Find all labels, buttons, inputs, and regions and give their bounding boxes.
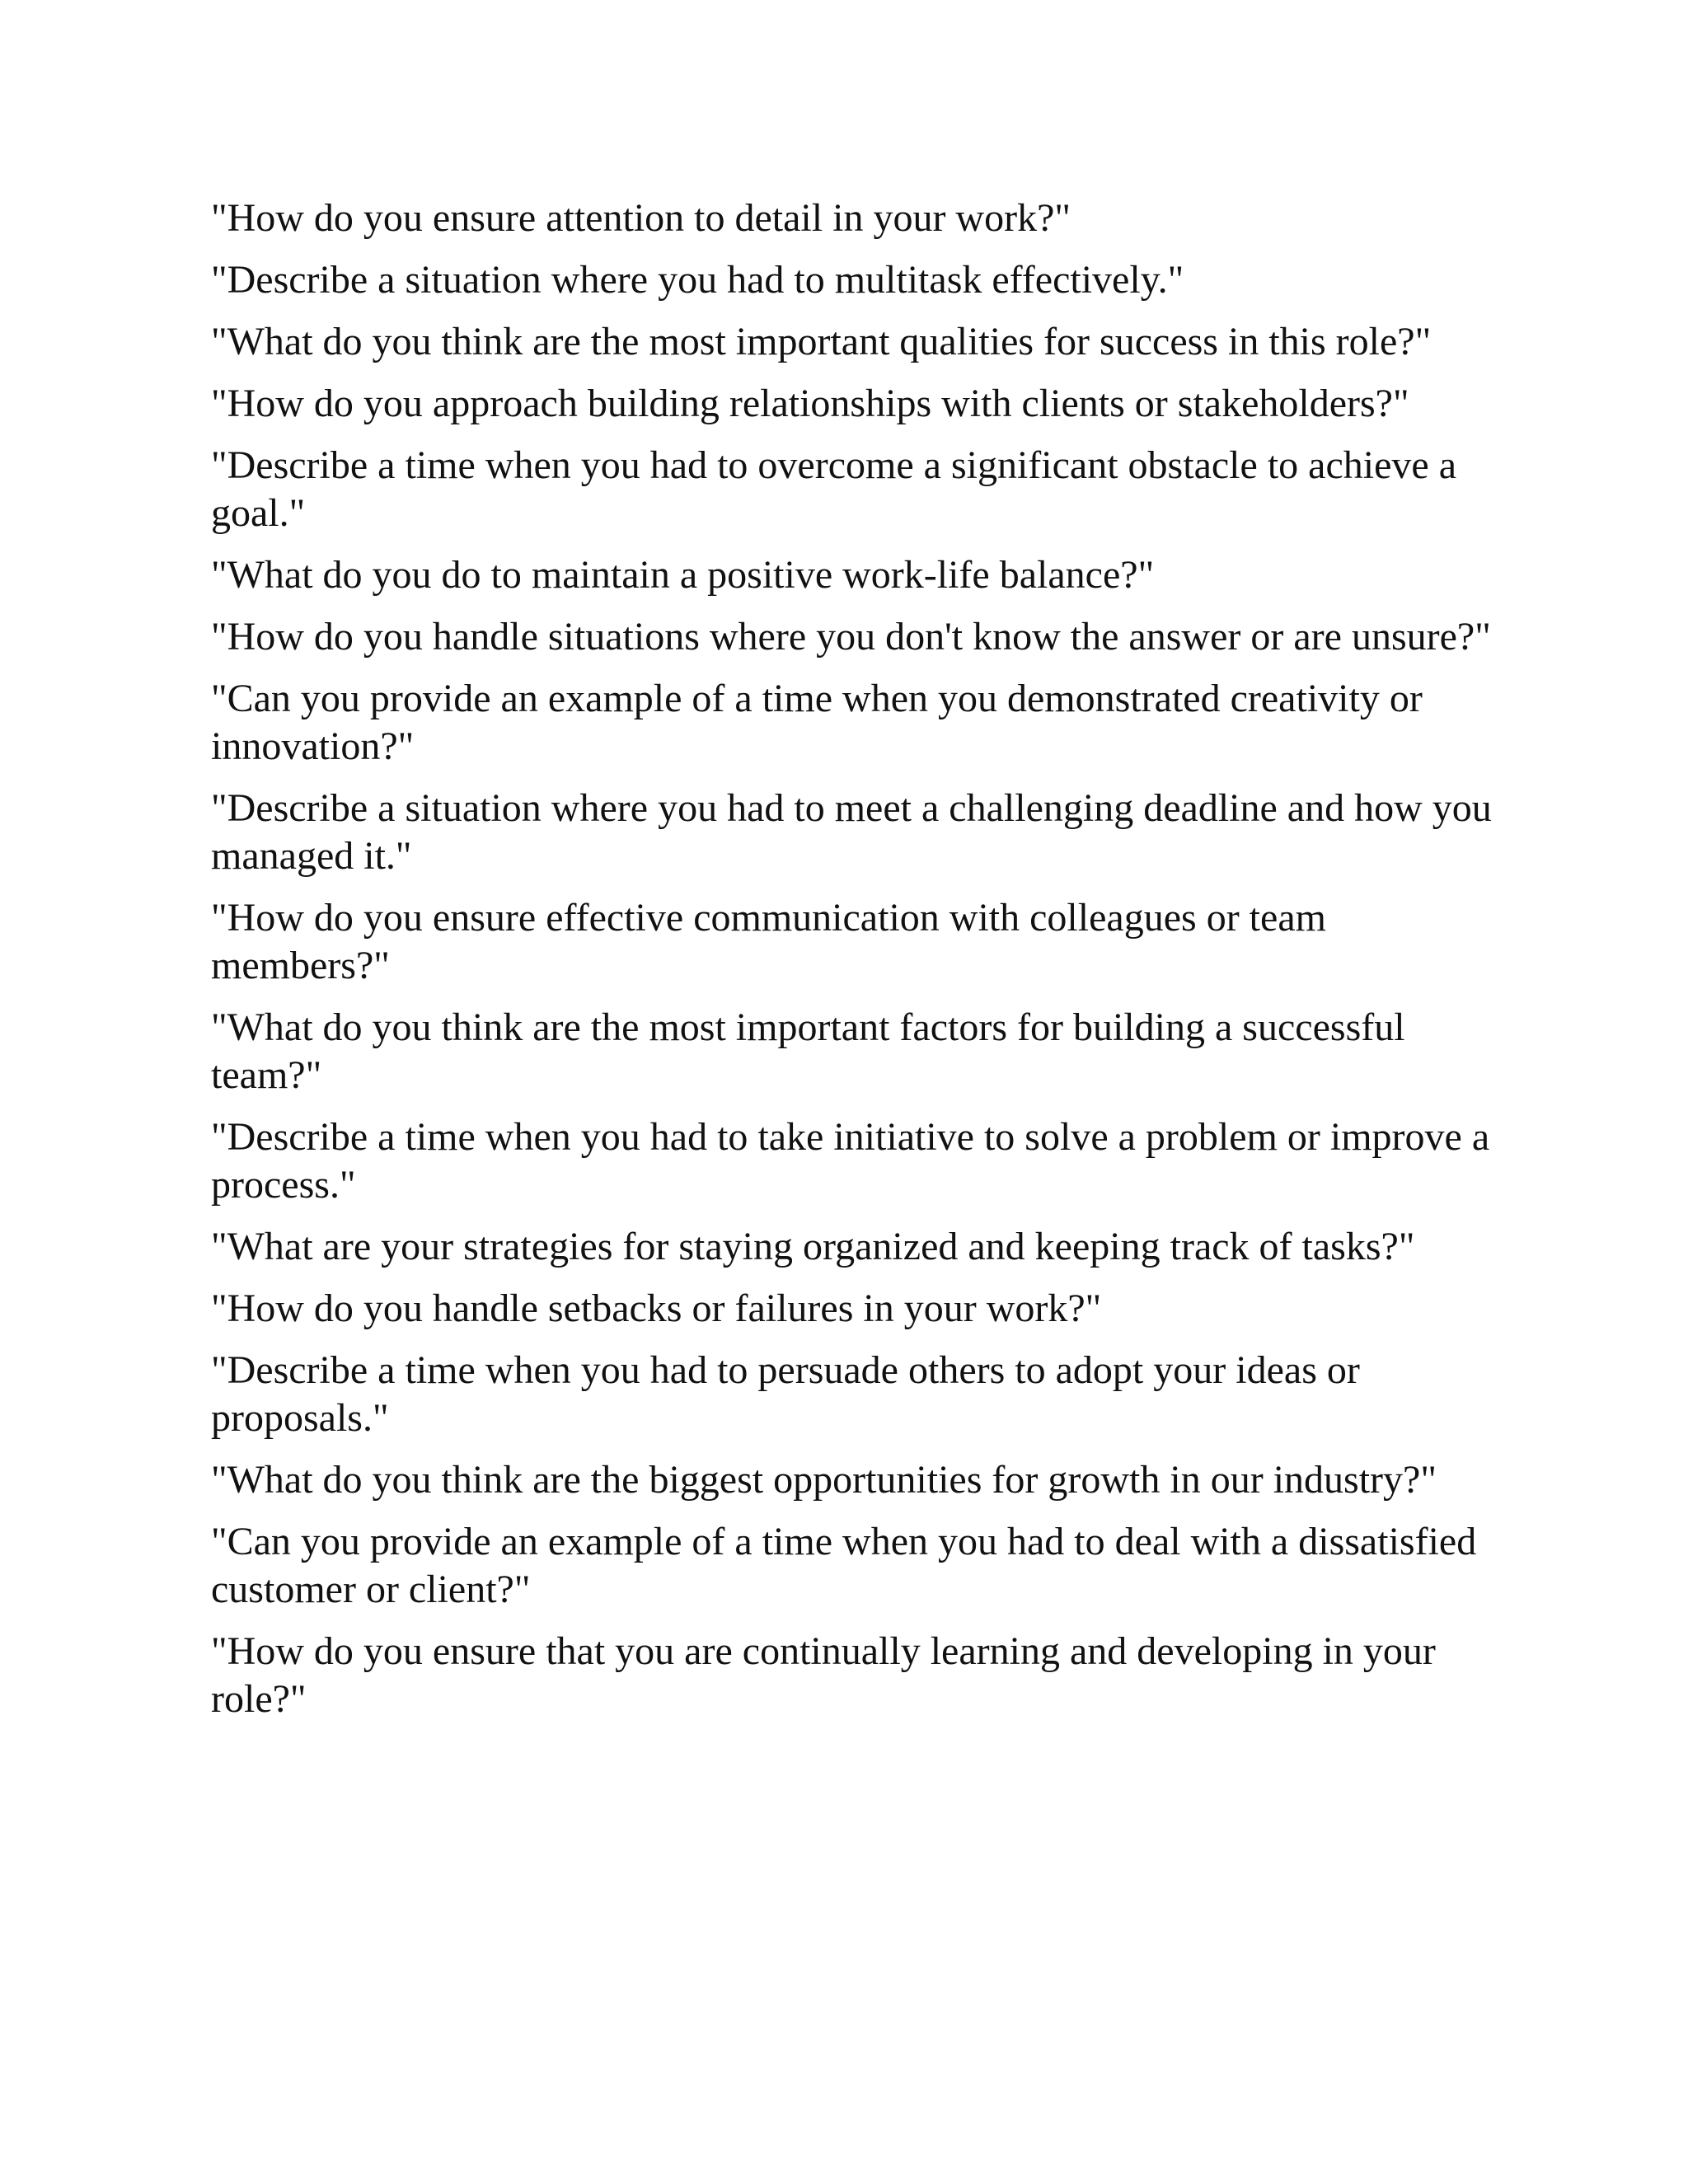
question-item: "Can you provide an example of a time when you demonstrated creativity or innovation?": [211, 677, 1423, 768]
question-item: "How do you ensure attention to detail in your work?": [211, 196, 1071, 240]
question-item: "What do you do to maintain a positive work-life balance?": [211, 553, 1155, 597]
question-list: [211, 194, 1497, 1737]
question-item: "How do you handle setbacks or failures in your work?": [211, 1286, 1102, 1330]
question-item: "How do you approach building relationships with clients or stakeholders?": [211, 382, 1409, 425]
question-item: "What do you think are the most important factors for building a successful team?": [211, 1005, 1405, 1097]
question-item: "What are your strategies for staying organized and keeping track of tasks?": [211, 1225, 1415, 1268]
question-item: "What do you think are the biggest opportunities for growth in our industry?": [211, 1458, 1437, 1502]
question-item: "What do you think are the most important qualities for success in this role?": [211, 320, 1432, 363]
question-item: "Describe a time when you had to take initiative to solve a problem or improve a process.": [211, 1115, 1490, 1207]
question-item: "How do you ensure that you are continually learning and developing in your role?": [211, 1629, 1436, 1721]
question-item: "Describe a situation where you had to multitask effectively.": [211, 258, 1184, 302]
question-item: "Describe a time when you had to persuade others to adopt your ideas or proposals.": [211, 1348, 1360, 1440]
question-item: "How do you ensure effective communication with colleagues or team members?": [211, 896, 1326, 987]
question-item: "Describe a situation where you had to meet a challenging deadline and how you managed it.": [211, 786, 1492, 878]
question-item: "Can you provide an example of a time when you had to deal with a dissatisfied customer or client?": [211, 1520, 1477, 1611]
question-item: "How do you handle situations where you don't know the answer or are unsure?": [211, 615, 1491, 658]
question-item: "Describe a time when you had to overcome a significant obstacle to achieve a goal.": [211, 443, 1457, 535]
